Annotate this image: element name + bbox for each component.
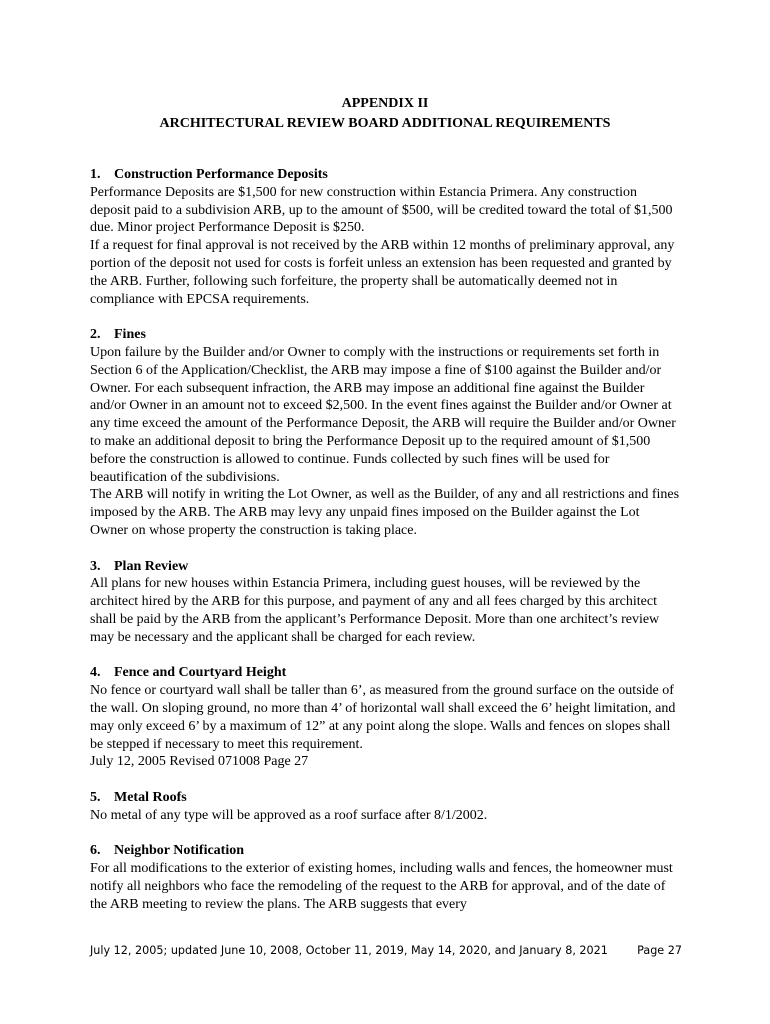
section-construction-performance-deposits: [90, 166, 680, 308]
section-heading-text: Fence and Courtyard Height: [114, 665, 287, 681]
section-metal-roofs: [90, 789, 680, 825]
section-paragraph: For all modifications to the exterior of existing homes, including walls and fences, the homeowner must notify all neighbors who face the remodeling of the request to the ARB for approval, and of the date of the ARB meeting to review the plans. The ARB suggests that every: [90, 861, 673, 912]
section-number: 4.: [90, 665, 101, 681]
section-heading: [90, 558, 680, 576]
section-number: 6.: [90, 843, 101, 859]
section-paragraph: The ARB will notify in writing the Lot Owner, as well as the Builder, of any and all restrictions and fines imposed by the ARB. The ARB may levy any unpaid fines imposed on the Builder against the Lot Owner on whose property the construction is taking place.: [90, 487, 680, 538]
section-plan-review: [90, 558, 680, 647]
section-paragraph: No fence or courtyard wall shall be taller than 6’, as measured from the ground surface on the outside of the wall. On sloping ground, no more than 4’ of horizontal wall shall exceed the 6’ height limitation, and may only exceed 6’ by a maximum of 12” at any point along the slope. Walls and fences on slopes shall be stepped if necessary to meet this requirement.: [90, 683, 676, 752]
document-body: [90, 166, 680, 931]
section-heading: [90, 842, 680, 860]
section-number: 2.: [90, 327, 101, 343]
section-heading-text: Fines: [114, 327, 146, 343]
section-paragraph: Upon failure by the Builder and/or Owner to comply with the instructions or requirements set forth in Section 6 of the Application/Checklist, the ARB may impose a fine of $100 against the Builder and/or Owner. For each subsequent infraction, the ARB may impose an additional fine against the Builder and/or Owner in an amount not to exceed $2,500. In the event fines against the Builder and/or Owner at any time exceed the amount of the Performance Deposit, the ARB will require the Builder and/or Owner to make an additional deposit to bring the Performance Deposit up to the required amount of $1,500 before the construction is allowed to continue. Funds collected by such fines will be used for beautification of the subdivisions.: [90, 344, 676, 485]
footer-page-number: Page 27: [637, 944, 682, 957]
section-paragraph: July 12, 2005 Revised 071008 Page 27: [90, 754, 309, 770]
section-heading: [90, 789, 680, 807]
section-paragraph: All plans for new houses within Estancia Primera, including guest houses, will be reviewed by the architect hired by the ARB for this purpose, and payment of any and all fees charged by this architect shall be paid by the ARB from the applicant’s Performance Deposit. More than one architect’s review may be necessary and the applicant shall be charged for each review.: [90, 576, 660, 645]
section-heading-text: Metal Roofs: [114, 789, 187, 805]
section-neighbor-notification: [90, 842, 680, 913]
section-number: 1.: [90, 167, 101, 182]
section-paragraph: If a request for final approval is not received by the ARB within 12 months of preliminary approval, any portion of the deposit not used for costs is forfeit unless an extension has been requested and granted by the ARB. Further, following such forfeiture, the property shall be automatically deemed not in compliance with EPCSA requirements.: [90, 238, 675, 307]
section-paragraph: No metal of any type will be approved as a roof surface after 8/1/2002.: [90, 807, 488, 823]
main-title: ARCHITECTURAL REVIEW BOARD ADDITIONAL REQUIREMENTS: [159, 116, 611, 131]
appendix-title: APPENDIX II: [341, 96, 429, 111]
section-fence-and-courtyard-height: [90, 664, 680, 771]
section-number: 5.: [90, 789, 101, 805]
section-heading-text: Plan Review: [114, 558, 189, 574]
section-heading: [90, 166, 680, 184]
section-heading-text: Construction Performance Deposits: [114, 167, 328, 182]
section-fines: [90, 326, 680, 540]
footer-dates: July 12, 2005; updated June 10, 2008, October 11, 2019, May 14, 2020, and January 8, 2021: [90, 944, 608, 957]
section-heading: [90, 326, 680, 344]
section-paragraph: Performance Deposits are $1,500 for new construction within Estancia Primera. Any construction deposit paid to a subdivision ARB, up to the amount of $500, will be credited toward the total of $1,500 due. Minor project Performance Deposit is $250.: [90, 184, 673, 236]
section-heading: [90, 664, 680, 682]
section-number: 3.: [90, 558, 101, 574]
document-title-block: [0, 94, 770, 134]
section-heading-text: Neighbor Notification: [114, 843, 245, 859]
